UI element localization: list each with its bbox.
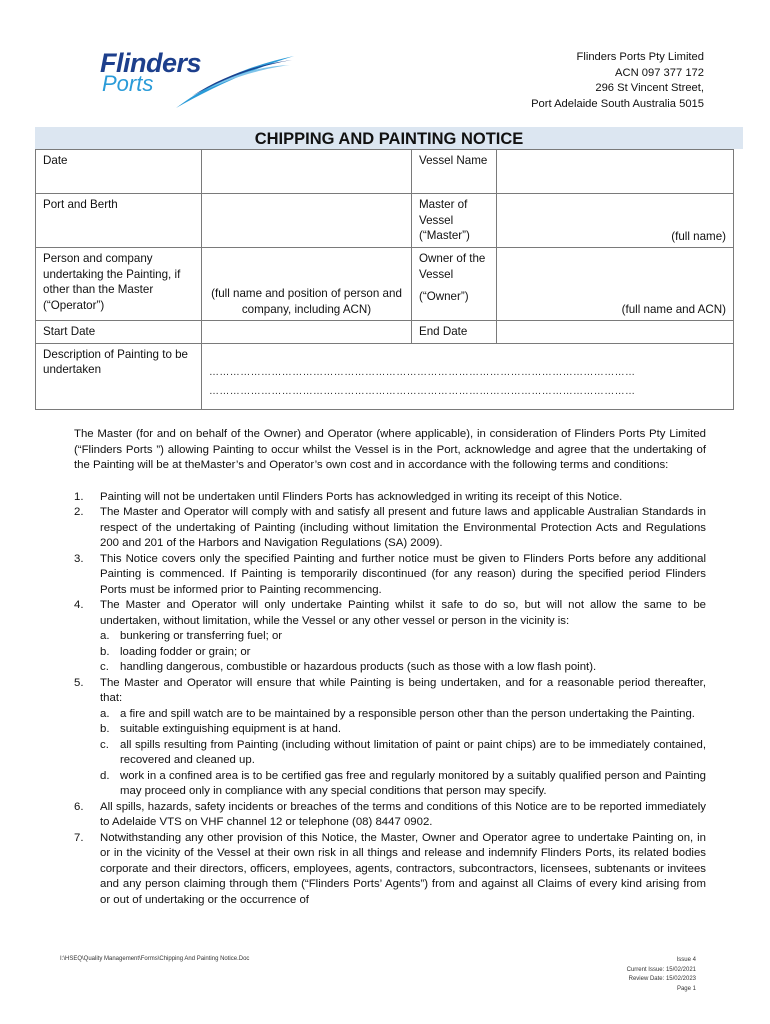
end-date-label: End Date [412, 321, 497, 344]
sub-item [100, 660, 706, 676]
sub-letter: b. [100, 645, 110, 658]
sub-item [100, 722, 706, 738]
list-text: The Master and Operator will only undertake Painting whilst it safe to do so, but will not allow the same to be undertaken, without limitation, while the Vessel or any other vessel or person in the vicinity is: [100, 599, 706, 627]
port-berth-field[interactable] [202, 194, 412, 248]
owner-label-short: (“Owner”) [419, 290, 469, 303]
flinders-ports-logo [96, 46, 296, 116]
list-number: 3. [74, 552, 84, 565]
port-berth-label: Port and Berth [36, 194, 202, 248]
list-item [74, 598, 706, 676]
list-text: The Master and Operator will comply with and satisfy all present and future laws and applicable Australian Standards in respect of the undertaking of Painting (including without limitation the Environmental Protection Acts and Regulations 200 and 201 of the Harbors and Navigation Regulations (SA) 2009). [100, 506, 706, 549]
issue-number: Issue 4 [676, 957, 696, 963]
footer-issue-info [627, 956, 696, 994]
list-number: 2. [74, 506, 84, 518]
sub-letter: c. [100, 738, 109, 751]
page-title: CHIPPING AND PAINTING NOTICE [35, 127, 743, 149]
owner-field[interactable] [497, 248, 734, 321]
list-number: 4. [74, 599, 84, 611]
sub-item [100, 645, 706, 661]
sub-text: loading fodder or grain; or [120, 645, 251, 658]
description-label: Description of Painting to be undertaken [36, 343, 202, 409]
notice-form-table [35, 149, 734, 410]
owner-hint: (full name and ACN) [621, 302, 726, 316]
list-item [74, 676, 706, 800]
operator-hint: (full name and position of person and company, including ACN) [211, 287, 402, 316]
list-text: Painting will not be undertaken until Flinders Ports has acknowledged in writing its receipt of this Notice. [100, 490, 623, 503]
list-item [74, 490, 706, 506]
description-field[interactable] [202, 343, 734, 409]
master-field[interactable] [497, 194, 734, 248]
start-date-field[interactable] [202, 321, 412, 344]
company-address [531, 50, 704, 112]
sub-item [100, 707, 706, 723]
sub-letter: a. [100, 707, 110, 720]
sub-text: handling dangerous, combustible or hazardous products (such as those with a low flash point). [120, 661, 597, 673]
current-issue: Current Issue: 15/02/2021 [626, 966, 696, 973]
sub-item [100, 769, 706, 800]
list-item [74, 800, 706, 831]
vessel-name-field[interactable] [497, 150, 734, 194]
list-number: 1. [74, 490, 84, 503]
operator-field[interactable] [202, 248, 412, 321]
intro-paragraph: The Master (for and on behalf of the Owner) and Operator (where applicable), in consideration of Flinders Ports Pty Limited (“Flinders Ports ”) allowing Painting to occur whilst the Vessel is in the Port, acknowledge and agree that the undertaking of the Painting will be at theMaster’s and Operator’s own cost and in accordance with the following terms and conditions: [74, 428, 706, 471]
sub-item [100, 629, 706, 645]
list-text: This Notice covers only the specified Painting and further notice must be given to Flinders Ports before any additional Painting is commenced. If Painting is temporarily discontinued (for any reason) during the specified period Flinders Ports must be informed prior to Painting recommencing. [100, 552, 706, 596]
sub-letter: b. [100, 723, 110, 735]
logo-text-flinders: Flinders [100, 48, 202, 78]
sub-text: bunkering or transferring fuel; or [120, 630, 283, 642]
end-date-field[interactable] [497, 321, 734, 344]
operator-label: Person and company undertaking the Painting, if other than the Master (“Operator”) [36, 248, 202, 321]
sub-letter: c. [100, 661, 109, 673]
date-field[interactable] [202, 150, 412, 194]
full-name-hint: (full name) [671, 229, 726, 243]
address-line: 296 St Vincent Street, [595, 82, 704, 94]
list-text: The Master and Operator will ensure that while Painting is being undertaken, and for a reasonable period thereafter, that: [100, 676, 706, 704]
date-label: Date [36, 150, 202, 194]
sub-letter: d. [100, 769, 110, 782]
address-line: Port Adelaide South Australia 5015 [531, 97, 704, 110]
sub-text: a fire and spill watch are to be maintained by a responsible person other than the person undertaking the Painting. [120, 707, 695, 720]
list-text: Notwithstanding any other provision of this Notice, the Master, Owner and Operator agree to undertake Painting on, in or in the vicinity of the Vessel at their own risk in all things and release and indemnify Flinders Ports, its related bodies corporate and their directors, officers, employees, agents, contractors, subcontractors, licensees, subtenants or invitees and any person claiming through them (“Flinders Ports’ Agents”) from and against all Claims of every kind arising from or out of undertaking or the occurrence of [100, 831, 706, 906]
list-item [74, 505, 706, 552]
list-number: 5. [74, 676, 84, 689]
list-text: All spills, hazards, safety incidents or breaches of the terms and conditions of this Notice are to be reported immediately to Adelaide VTS on VHF channel 12 or telephone (08) 8447 0902. [100, 800, 706, 828]
sub-text: all spills resulting from Painting (including without limitation of paint or paint chips) are to be immediately contained, recovered and cleaned up. [120, 738, 706, 766]
address-line: Flinders Ports Pty Limited [576, 51, 704, 63]
sub-text: work in a confined area is to be certified gas free and regularly monitored by a suitably qualified person and Painting may proceed only in compliance with any special conditions that person may specify. [120, 769, 706, 797]
owner-label [412, 248, 497, 321]
logo-text-ports: Ports [102, 71, 154, 96]
dotted-line: …………………………………………………………………………………………………………… [209, 366, 636, 378]
list-item [74, 831, 706, 909]
master-label: Master of Vessel (“Master”) [412, 194, 497, 248]
start-date-label: Start Date [36, 321, 202, 344]
list-number: 6. [74, 800, 84, 813]
terms-body [74, 427, 706, 908]
dotted-line: …………………………………………………………………………………………………………… [209, 386, 636, 397]
address-line: ACN 097 377 172 [615, 66, 704, 79]
owner-label-text: Owner of the Vessel [419, 252, 486, 281]
review-date: Review Date: 15/02/2023 [628, 976, 696, 982]
sub-text: suitable extinguishing equipment is at hand. [120, 723, 341, 735]
list-item [74, 552, 706, 599]
sub-letter: a. [100, 630, 110, 642]
footer-file-path: I:\HSEQ\Quality Management\Forms\Chipping And Painting Notice.Doc [60, 956, 250, 962]
vessel-name-label: Vessel Name [412, 150, 497, 194]
sub-item [100, 738, 706, 769]
page-number: Page 1 [676, 985, 696, 992]
list-number: 7. [74, 831, 84, 844]
